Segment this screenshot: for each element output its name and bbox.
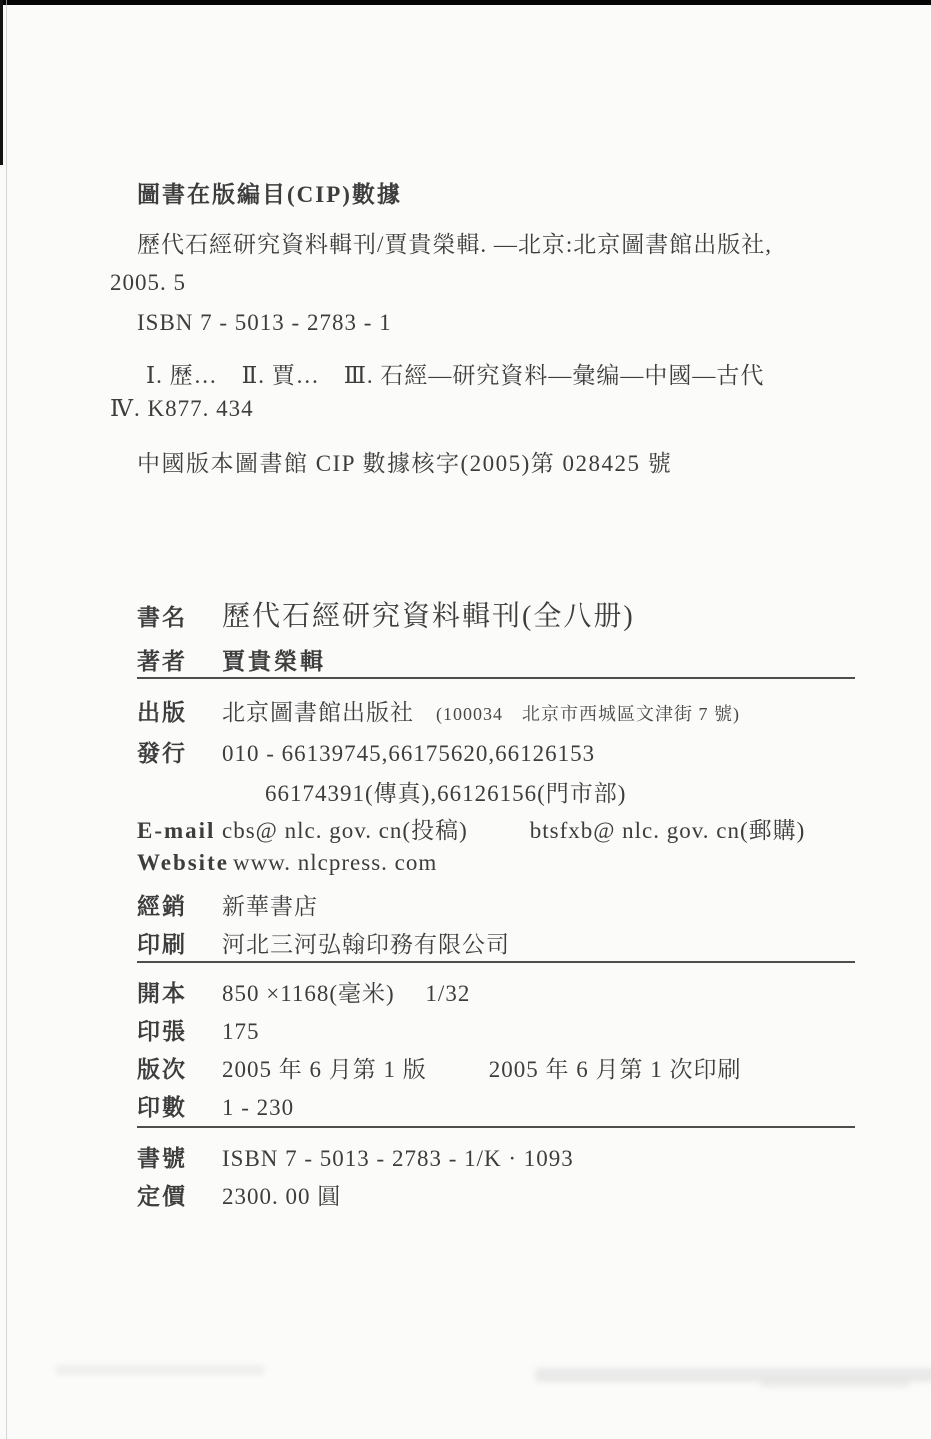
cip-classification-line1: Ⅰ. 歷… Ⅱ. 賈… Ⅲ. 石經—研究資料—彙编—中國—古代 (146, 363, 765, 388)
row-label: 印刷 (137, 932, 187, 957)
author-name: 賈貴榮輯 (222, 649, 326, 674)
row-print-run (137, 1089, 294, 1122)
print-run-range: 1 - 230 (222, 1095, 295, 1120)
distributor-name: 新華書店 (222, 894, 318, 919)
divider-rule-1 (137, 677, 855, 679)
list-price: 2300. 00 圓 (222, 1184, 342, 1209)
isbn-full: ISBN 7 - 5013 - 2783 - 1/K · 1093 (222, 1146, 574, 1171)
row-price (137, 1178, 341, 1211)
phone-numbers-continued: 66174391(傳真),66126156(門市部) (265, 781, 627, 806)
row-label: 經銷 (137, 894, 187, 919)
publisher-name: 北京圖書館出版社 (222, 700, 414, 725)
cip-heading: 圖書在版編目(CIP)數據 (137, 182, 402, 207)
row-label: 印數 (137, 1095, 187, 1120)
email-mailorder: btsfxb@ nlc. gov. cn(郵購) (529, 818, 806, 843)
phone-numbers: 010 - 66139745,66175620,66126153 (222, 741, 596, 766)
scan-smudge (55, 1365, 265, 1375)
scan-smudge (760, 1380, 910, 1388)
website-url: www. nlcpress. com (232, 850, 438, 875)
row-label: 定價 (137, 1184, 187, 1209)
row-label: 著者 (137, 649, 187, 674)
book-title: 歷代石經研究資料輯刊(全八册) (222, 601, 635, 632)
row-email (137, 812, 805, 845)
row-distributor (137, 888, 318, 921)
edition-info: 2005 年 6 月第 1 版 (222, 1057, 427, 1082)
row-edition (137, 1051, 742, 1084)
row-book-title (137, 594, 635, 634)
publisher-address: (100034 北京市西城區文津街 7 號) (436, 704, 740, 724)
cip-isbn: ISBN 7 - 5013 - 2783 - 1 (137, 310, 392, 335)
row-format (137, 975, 470, 1008)
page-edge-line (6, 0, 7, 1439)
cip-entry-line2: 2005. 5 (110, 270, 186, 295)
divider-rule-2 (137, 961, 855, 963)
row-label: Website (137, 850, 229, 875)
email-submissions: cbs@ nlc. gov. cn(投稿) (222, 818, 468, 843)
divider-rule-3 (137, 1126, 855, 1128)
printer-name: 河北三河弘翰印務有限公司 (222, 932, 510, 957)
scan-top-border (0, 0, 931, 5)
row-label: 書名 (137, 605, 187, 630)
row-website (137, 850, 437, 876)
row-label: 出版 (137, 700, 187, 725)
row-label: 開本 (137, 981, 187, 1006)
row-label: 印張 (137, 1019, 187, 1044)
cip-registry-number: 中國版本圖書館 CIP 數據核字(2005)第 028425 號 (137, 451, 673, 476)
row-label: 發行 (137, 741, 187, 766)
row-printer (137, 926, 510, 959)
sheet-count: 175 (222, 1019, 260, 1044)
cip-classification-line2: Ⅳ. K877. 434 (110, 396, 254, 421)
format-size: 850 ×1168(毫米) 1/32 (222, 981, 471, 1006)
row-distribution-phones-cont (265, 775, 626, 808)
row-book-number (137, 1140, 574, 1173)
cip-entry-line1: 歷代石經研究資料輯刊/賈貴榮輯. —北京:北京圖書館出版社, (137, 232, 773, 257)
row-label: 版次 (137, 1057, 187, 1082)
row-publisher (137, 694, 740, 727)
row-author (137, 643, 326, 676)
scan-left-border (0, 0, 3, 165)
printing-info: 2005 年 6 月第 1 次印刷 (488, 1057, 742, 1082)
row-sheets (137, 1013, 260, 1046)
row-label: E-mail (137, 818, 216, 843)
row-label: 書號 (137, 1146, 187, 1171)
row-distribution-phones (137, 735, 595, 768)
